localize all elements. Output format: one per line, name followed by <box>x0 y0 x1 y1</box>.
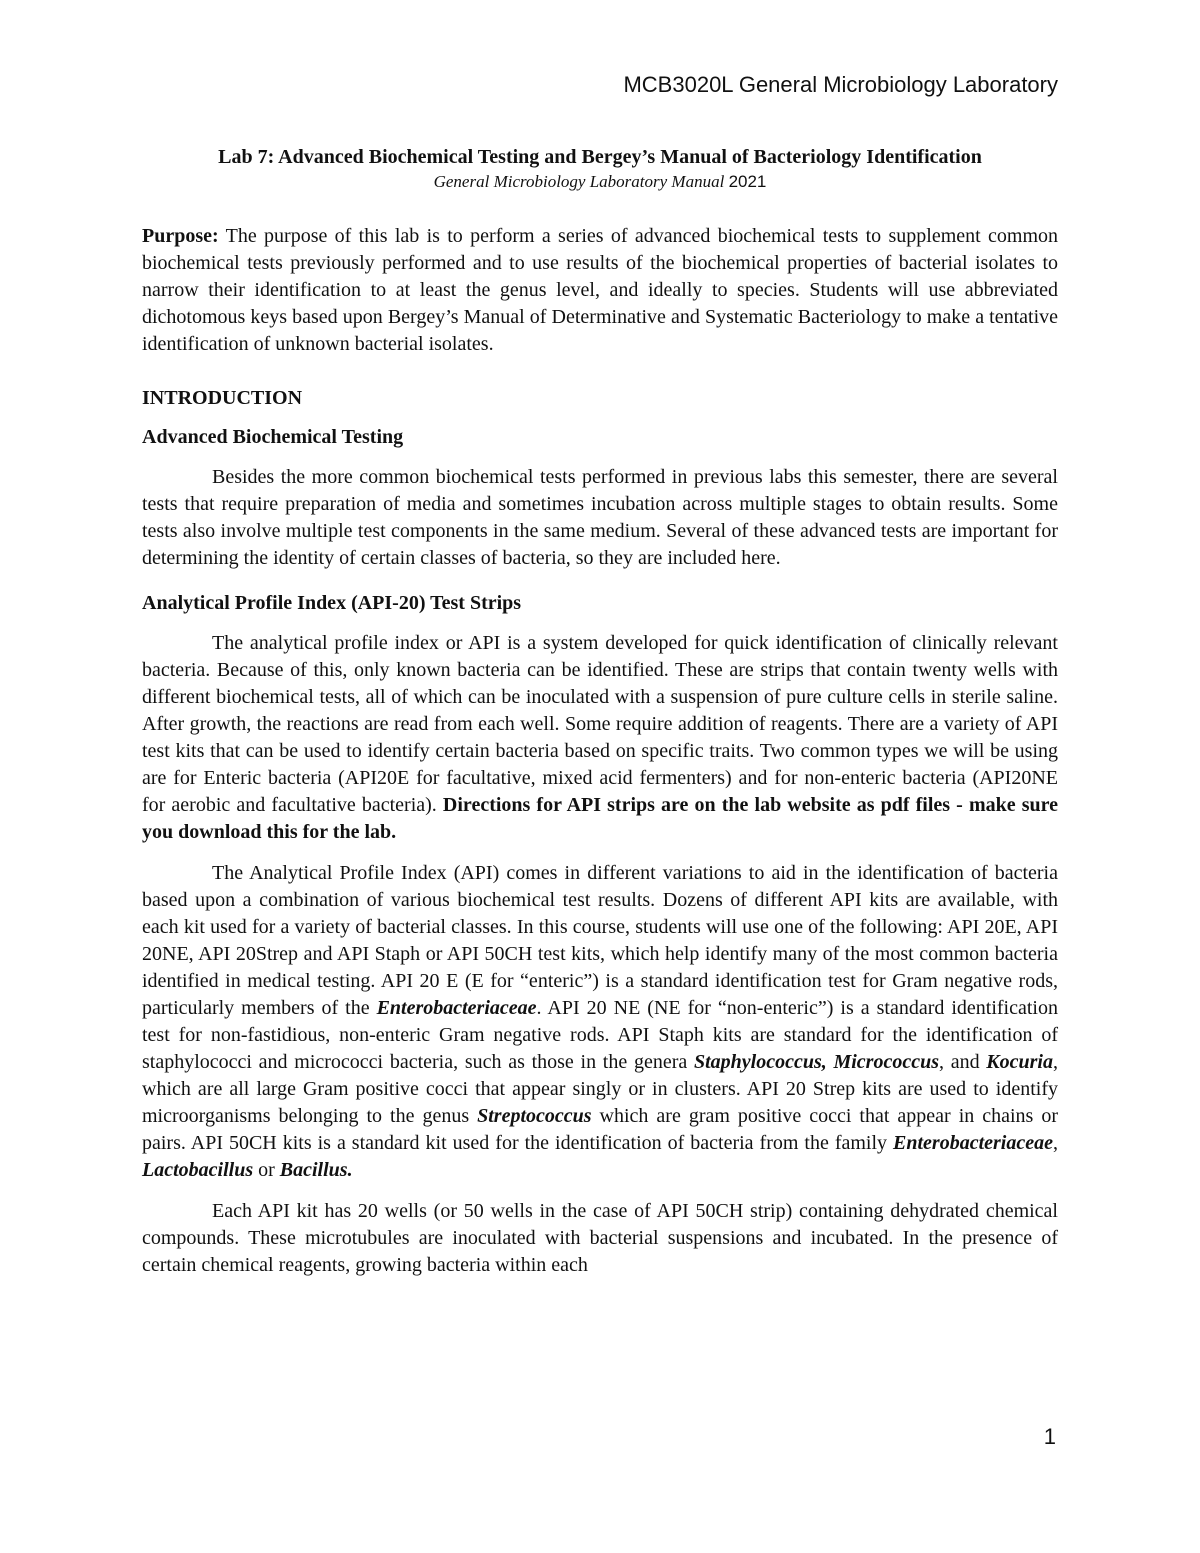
purpose-paragraph <box>142 223 1058 358</box>
api-p2-part-f: , <box>1053 1132 1058 1154</box>
page-content <box>142 144 1058 1279</box>
api-p2-part-g: or <box>253 1159 280 1181</box>
taxon-enterobacteriaceae-2: Enterobacteriaceae <box>893 1132 1053 1154</box>
api-directions-note: Directions for API strips are on the lab website as pdf files - make sure you download this for the lab. <box>142 794 1059 843</box>
api-paragraph-1 <box>142 630 1058 846</box>
page-number: 1 <box>1043 1424 1056 1449</box>
subsection-heading-advanced-testing: Advanced Biochemical Testing <box>142 426 404 448</box>
api-paragraph-3: Each API kit has 20 wells (or 50 wells in the case of API 50CH strip) containing dehydrated chemical compounds. These microtubules are inoculated with bacterial suspensions and incubated. In the presence of certain chemical reagents, growing bacteria within each <box>142 1200 1058 1276</box>
api-paragraph-2 <box>142 860 1058 1184</box>
api-p2-part-c: , and <box>938 1051 987 1073</box>
api-p1-text: The analytical profile index or API is a system developed for quick identification of clinically relevant bacteria. Because of this, only known bacteria can be identified. These are strips that contain twenty wells with different biochemical tests, all of which can be inoculated with a suspension of pure culture cells in sterile saline. After growth, the reactions are read from each well. Some require addition of reagents. There are a variety of API test kits that can be used to identify certain bacteria based on specific traits. Two common types we will be using are for Enteric bacteria (API20E for facultative, mixed acid fermenters) and for non-enteric bacteria (API20NE for aerobic and facultative bacteria). <box>142 632 1058 816</box>
api-p2-part-a: The Analytical Profile Index (API) comes in different variations to aid in the identification of bacteria based upon a combination of various biochemical test results. Dozens of different API kits are available, with each kit used for a variety of bacterial classes. In this course, students will use one of the following: API 20E, API 20NE, API 20Strep and API Staph or API 50CH test kits, which help identify many of the most common bacteria identified in medical testing. API 20 E (E for “enteric”) is a standard identification test for Gram negative rods, particularly members of the <box>142 862 1058 1019</box>
api-p2-part-b: . API 20 NE (NE for “non-enteric”) is a standard identification test for non-fastidious, non-enteric Gram negative rods. API Staph kits are standard for the identification of staphylococci and micrococci bacteria, such as those in the genera <box>142 997 1058 1073</box>
source-title: General Microbiology Laboratory Manual <box>433 172 725 191</box>
source-year: 2021 <box>728 172 767 191</box>
taxon-staphylococcus-micrococcus: Staphylococcus, Micrococcus <box>693 1051 939 1073</box>
taxon-kocuria: Kocuria <box>986 1051 1053 1073</box>
api-p2-part-e: which are gram positive cocci that appear in chains or pairs. API 50CH kits is a standard kit used for the identification of bacteria from the family <box>142 1105 1058 1154</box>
page-subtitle <box>142 171 1058 193</box>
taxon-bacillus: Bacillus. <box>279 1159 353 1181</box>
running-header: MCB3020L General Microbiology Laboratory <box>623 72 1058 97</box>
purpose-text: The purpose of this lab is to perform a series of advanced biochemical tests to supplement common biochemical tests previously performed and to use results of the biochemical properties of bacterial isolates to narrow their identification to at least the genus level, and ideally to species. Students will use abbreviated dichotomous keys based upon Bergey’s Manual of Determinative and Systematic Bacteriology to make a tentative identification of unknown bacterial isolates. <box>142 225 1058 355</box>
section-heading-introduction: INTRODUCTION <box>142 387 303 409</box>
taxon-streptococcus: Streptococcus <box>477 1105 592 1127</box>
purpose-label: Purpose: <box>142 225 219 247</box>
advanced-testing-paragraph: Besides the more common biochemical tests performed in previous labs this semester, there are several tests that require preparation of media and sometimes incubation across multiple stages to obtain results. Some tests also involve multiple test components in the same medium. Several of these advanced tests are important for determining the identity of certain classes of bacteria, so they are included here. <box>142 466 1058 569</box>
page-title: Lab 7: Advanced Biochemical Testing and Bergey’s Manual of Bacteriology Identification <box>218 146 982 168</box>
taxon-enterobacteriaceae: Enterobacteriaceae <box>376 997 537 1019</box>
taxon-lactobacillus: Lactobacillus <box>142 1159 254 1181</box>
api-p2-part-d: , which are all large Gram positive cocci that appear singly or in clusters. API 20 Strep kits are used to identify microorganisms belonging to the genus <box>142 1051 1058 1127</box>
subsection-heading-api-strips: Analytical Profile Index (API-20) Test Strips <box>142 592 522 614</box>
